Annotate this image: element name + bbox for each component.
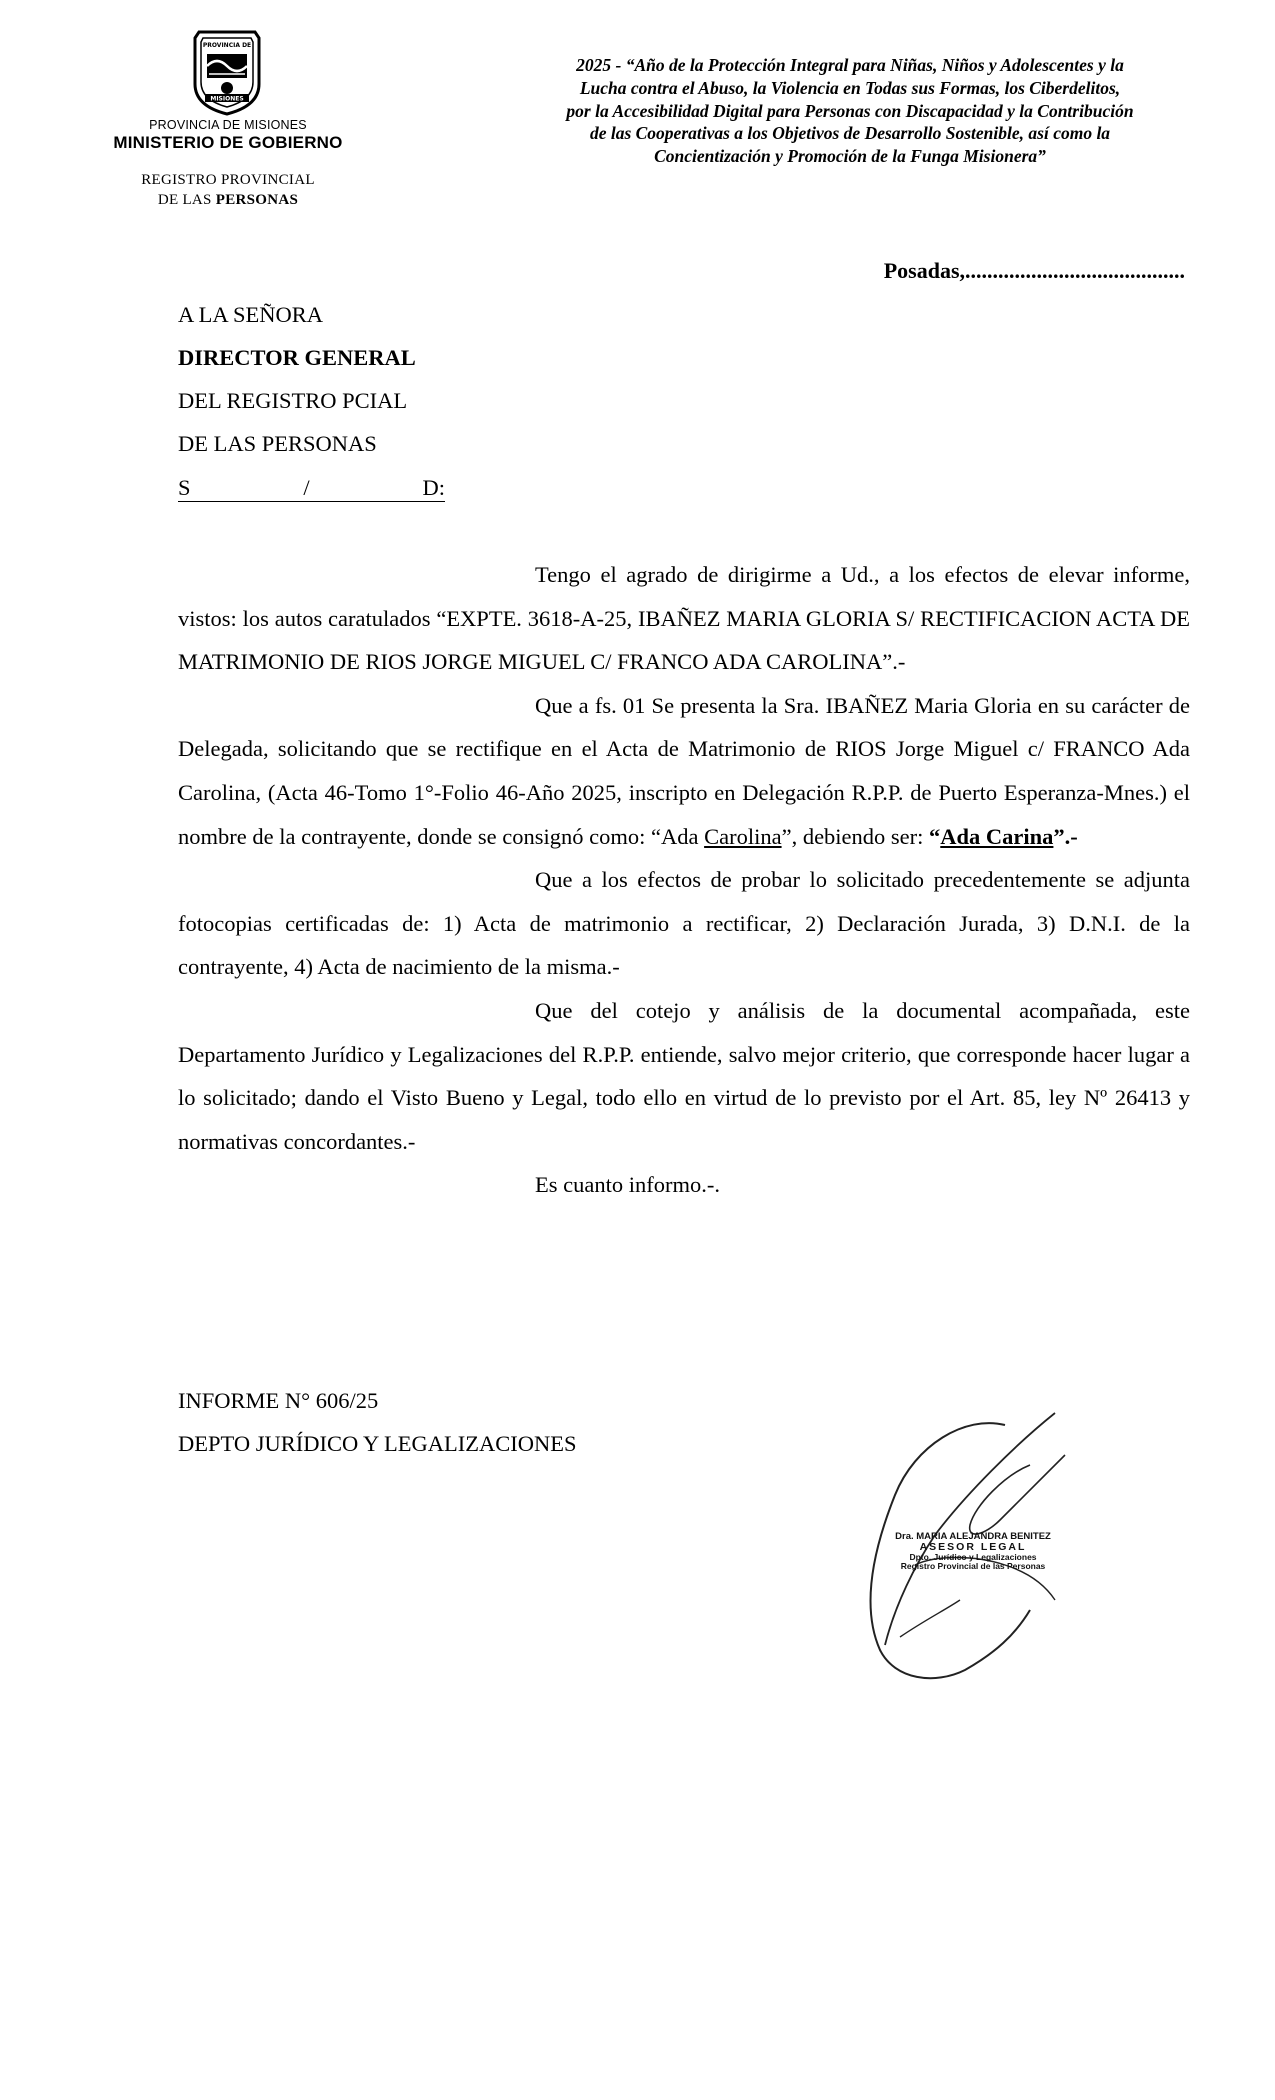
addressee-sd: [178, 477, 445, 502]
paragraph-closing: Es cuanto informo.-.: [535, 1172, 720, 1198]
paragraph-request: [178, 684, 1190, 858]
official-motto: [490, 54, 1210, 168]
legal-advisor-stamp: [868, 1532, 1078, 1571]
registry-name-line2: [108, 193, 348, 208]
request-text-2: ”, debiendo ser:: [781, 823, 930, 849]
stamp-department: Dpto. Jurídico y Legalizaciones: [909, 1551, 1037, 1562]
correct-name: Ada Carina: [940, 823, 1054, 849]
registry-name-line1: REGISTRO PROVINCIAL: [141, 172, 315, 188]
province-name: PROVINCIA DE MISIONES: [149, 118, 307, 132]
request-text: Que a fs. 01 Se presenta la Sra. IBAÑEZ Maria Gloria en su carácter de Delegada, solicitando que se rectifique en el Acta de Matrimonio de RIOS Jorge Miguel c/ FRANCO Ada Carolina, (Acta 46-Tomo 1°-Folio 46-Año 2025, inscripto en Delegación R.P.P. de Puerto Esperanza-Mnes.) el nombre de la contrayente, donde se consignó como: “Ada: [178, 692, 1190, 849]
correct-name-open-quote: “: [929, 823, 941, 849]
addressee-salutation: A LA SEÑORA: [178, 302, 324, 327]
registry-name-bold: PERSONAS: [215, 192, 299, 208]
stamp-institution: Registro Provincial de las Personas: [900, 1560, 1046, 1571]
province-crest-icon: [185, 26, 269, 116]
paragraph-attachments: Que a los efectos de probar lo solicitado precedentemente se adjunta fotocopias certificadas de: 1) Acta de matrimonio a rectificar, 2) Declaración Jurada, 3) D.N.I. de la contrayente, 4) Acta de nacimiento de la misma.-: [178, 867, 1190, 980]
paragraph-intro: Tengo el agrado de dirigirme a Ud., a los efectos de elevar informe, vistos: los autos caratulados “EXPTE. 3618-A-25, IBAÑEZ MARIA GLORIA S/ RECTIFICACION ACTA DE MATRIMONIO DE RIOS JORGE MIGUEL C/ FRANCO ADA CAROLINA”.-: [178, 562, 1190, 675]
addressee-office: DEL REGISTRO PCIAL: [178, 388, 408, 413]
stamp-role: ASESOR LEGAL: [919, 1540, 1027, 1553]
date-line: Posadas,........................................: [883, 258, 1185, 283]
motto-line: Lucha contra el Abuso, la Violencia en Todas sus Formas, los Ciberdelitos,: [579, 77, 1121, 98]
motto-line: 2025 - “Año de la Protección Integral para Niñas, Niños y Adolescentes y la: [576, 55, 1124, 75]
stamp-name: Dra. MARIA ALEJANDRA BENITEZ: [895, 1531, 1051, 1542]
crest-top-text: PROVINCIA DE: [202, 42, 252, 49]
wrong-name: Carolina: [704, 823, 782, 849]
sd-right: D:: [422, 475, 445, 500]
crest-bottom-text: MISIONES: [210, 95, 244, 103]
motto-line: de las Cooperativas a los Objetivos de Desarrollo Sostenible, así como la: [589, 123, 1111, 144]
motto-line: Concientización y Promoción de la Funga Misionera”: [654, 146, 1046, 166]
motto-line: por la Accesibilidad Digital para Personas con Discapacidad y la Contribución: [566, 100, 1134, 121]
registry-name-prefix: DE LAS: [157, 192, 216, 208]
paragraph-opinion: Que del cotejo y análisis de la documental acompañada, este Departamento Jurídico y Legalizaciones del R.P.P. entiende, salvo mejor criterio, que corresponde hacer lugar a lo solicitado; dando el Visto Bueno y Legal, todo ello en virtud de lo previsto por el Art. 85, ley Nº 26413 y normativas concordantes.-: [178, 997, 1190, 1154]
sd-mid: /: [303, 475, 310, 500]
addressee-title: DIRECTOR GENERAL: [178, 345, 416, 370]
department-name: DEPTO JURÍDICO Y LEGALIZACIONES: [178, 1431, 577, 1456]
ministry-name: MINISTERIO DE GOBIERNO: [113, 133, 343, 152]
report-body: [178, 553, 1190, 1207]
sd-left: S: [178, 475, 191, 500]
addressee-office-2: DE LAS PERSONAS: [178, 431, 377, 456]
report-number: INFORME N° 606/25: [178, 1388, 379, 1413]
correct-name-close: ”.-: [1053, 823, 1078, 849]
